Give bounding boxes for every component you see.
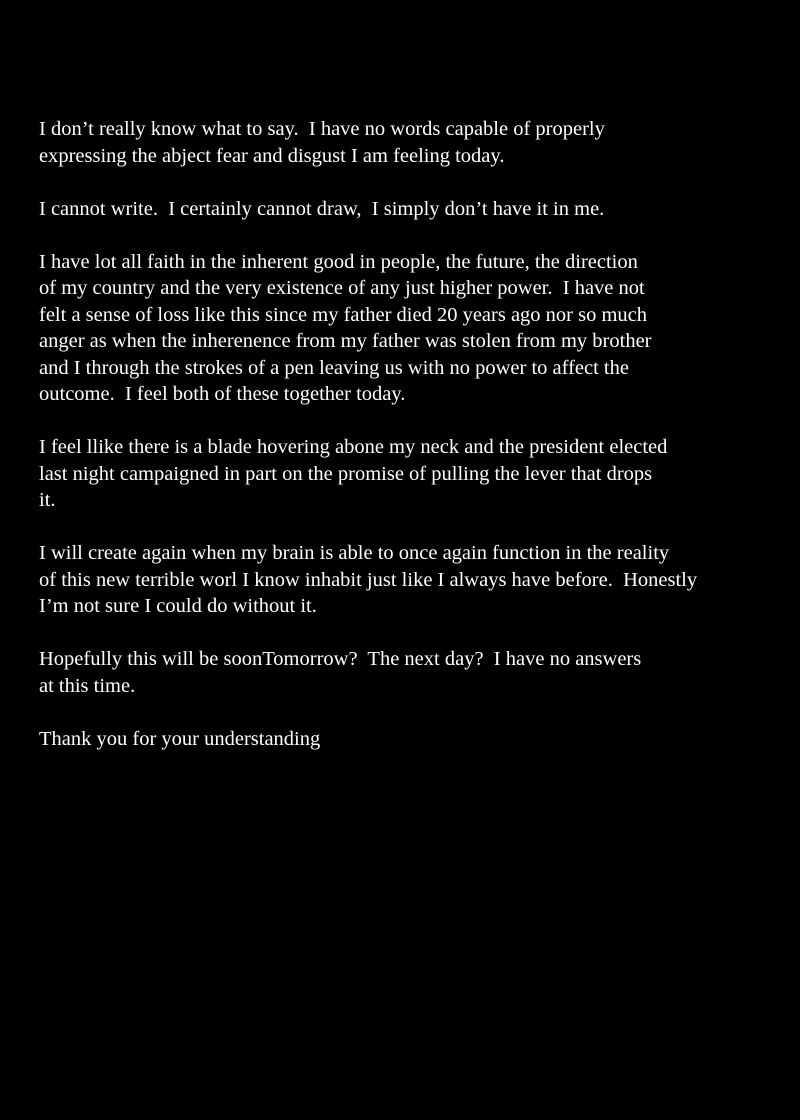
text-line: outcome. I feel both of these together today. xyxy=(39,383,406,405)
text-line: I will create again when my brain is able to once again function in the reality xyxy=(39,542,670,564)
paragraph-create-again xyxy=(39,540,779,620)
text-line: I feel llike there is a blade hovering abone my neck and the president elected xyxy=(39,436,668,458)
text-line: at this time. xyxy=(39,674,136,697)
text-line: I cannot write. I certainly cannot draw, I simply don’t have it in me. xyxy=(39,197,605,220)
paragraph-cannot-write xyxy=(39,196,779,223)
letter-body xyxy=(39,116,779,779)
paragraph-opening xyxy=(39,116,779,169)
text-line: I don’t really know what to say. I have no words capable of properly xyxy=(39,118,605,140)
text-line: of this new terrible worl I know inhabit just like I always have before. Honestly xyxy=(39,568,698,591)
text-line: felt a sense of loss like this since my father died 20 years ago nor so much xyxy=(39,303,648,326)
text-line: I’m not sure I could do without it. xyxy=(39,595,317,617)
text-line: I have lot all faith in the inherent good in people, the future, the direction xyxy=(39,250,638,273)
closing-line: Thank you for your understanding xyxy=(39,727,321,750)
paragraph-closing xyxy=(39,726,779,753)
text-line: Hopefully this will be soonTomorrow? The next day? I have no answers xyxy=(39,648,642,670)
paragraph-hopefully xyxy=(39,646,779,699)
paragraph-blade xyxy=(39,434,779,514)
text-line: anger as when the inherenence from my father was stolen from my brother xyxy=(39,330,652,352)
text-line: it. xyxy=(39,489,56,511)
text-line: of my country and the very existence of any just higher power. I have not xyxy=(39,277,645,299)
paragraph-lost-faith xyxy=(39,249,779,408)
text-line: and I through the strokes of a pen leaving us with no power to affect the xyxy=(39,356,629,379)
text-line: expressing the abject fear and disgust I am feeling today. xyxy=(39,144,505,167)
text-line: last night campaigned in part on the promise of pulling the lever that drops xyxy=(39,462,653,485)
